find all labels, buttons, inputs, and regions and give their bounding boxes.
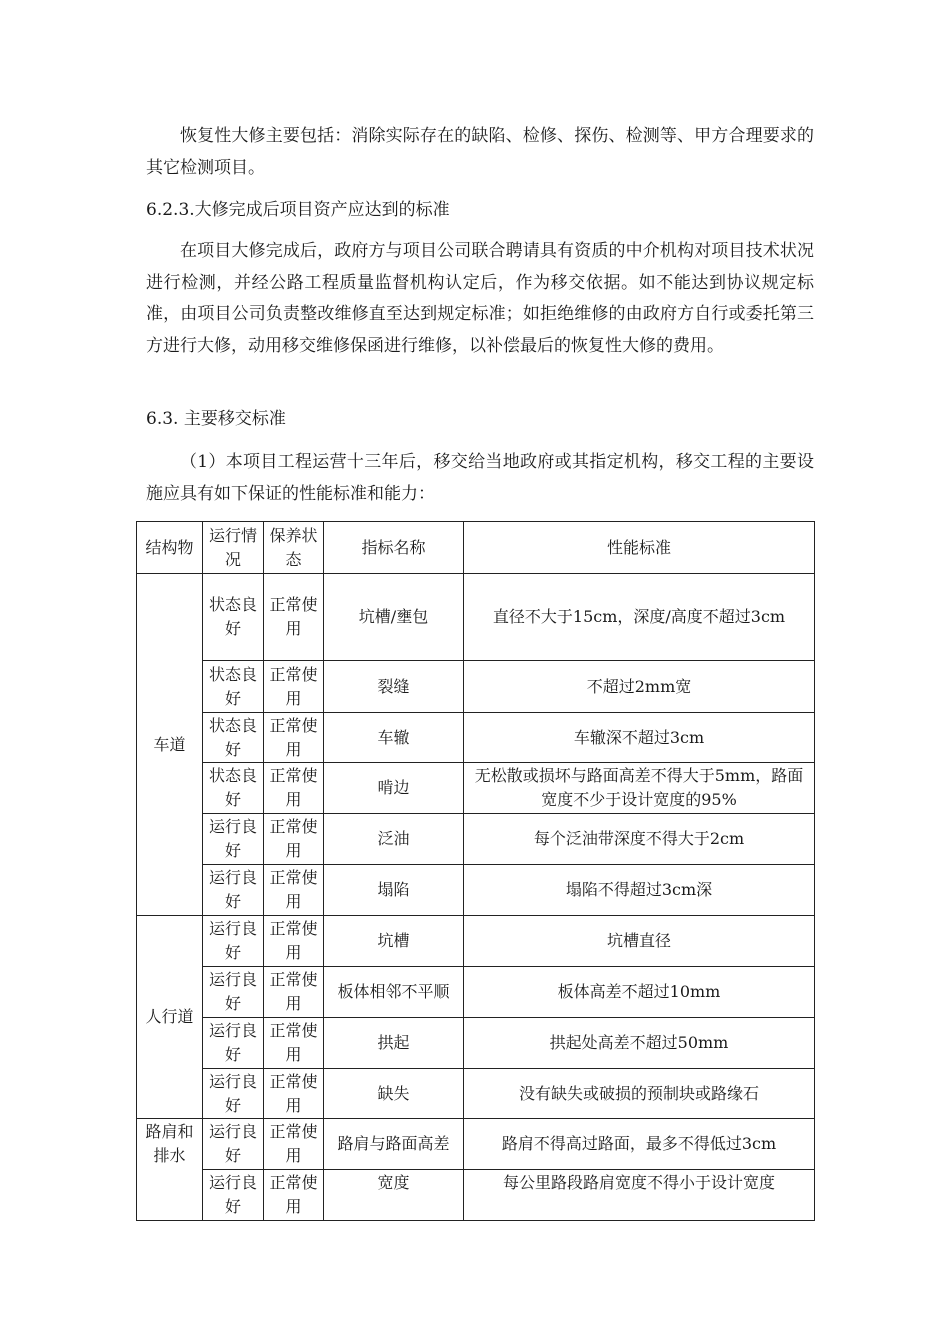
cell-maintenance: 正常使用 [264,1069,324,1119]
header-standard: 性能标准 [464,522,815,574]
group-lane: 车道 [137,574,203,916]
table-row [137,1018,815,1069]
table-row [137,1119,815,1170]
cell-standard: 不超过2mm宽 [464,661,815,713]
table-row [137,1069,815,1119]
cell-operation: 运行良好 [203,1018,264,1069]
table-row [137,661,815,713]
cell-operation: 状态良好 [203,713,264,763]
cell-maintenance: 正常使用 [264,967,324,1018]
cell-standard: 车辙深不超过3cm [464,713,815,763]
cell-standard: 无松散或损坏与路面高差不得大于5mm，路面宽度不少于设计宽度的95% [464,763,815,814]
table-row [137,916,815,967]
cell-maintenance: 正常使用 [264,574,324,661]
table-row [137,763,815,814]
section-heading-6-2-3: 6.2.3.大修完成后项目资产应达到的标准 [146,200,450,220]
table-row [137,967,815,1018]
cell-operation: 状态良好 [203,661,264,713]
cell-indicator: 啃边 [324,763,464,814]
group-shoulder-drainage: 路肩和排水 [137,1119,203,1221]
cell-indicator: 泛油 [324,814,464,865]
cell-maintenance: 正常使用 [264,865,324,916]
cell-maintenance: 正常使用 [264,661,324,713]
header-structure: 结构物 [137,522,203,574]
paragraph-acceptance: 在项目大修完成后，政府方与项目公司联合聘请具有资质的中介机构对项目技术状况进行检测，并经公路工程质量监督机构认定后，作为移交依据。如不能达到协议规定标准，由项目公司负责整改维修直至达到规定标准；如拒绝维修的由政府方自行或委托第三方进行大修，动用移交维修保函进行维修，以补偿最后的恢复性大修的费用。 [146,241,814,356]
cell-indicator: 塌陷 [324,865,464,916]
cell-indicator: 裂缝 [324,661,464,713]
cell-indicator: 坑槽 [324,916,464,967]
table-header-row [137,522,815,574]
cell-operation: 运行良好 [203,1170,264,1221]
cell-indicator: 车辙 [324,713,464,763]
cell-standard: 每公里路段路肩宽度不得小于设计宽度 [464,1170,815,1221]
header-operation: 运行情况 [203,522,264,574]
cell-maintenance: 正常使用 [264,713,324,763]
cell-standard: 直径不大于15cm，深度/高度不超过3cm [464,574,815,661]
cell-maintenance: 正常使用 [264,1018,324,1069]
table-row [137,1170,815,1221]
cell-operation: 状态良好 [203,763,264,814]
paragraph-repair-scope: 恢复性大修主要包括：消除实际存在的缺陷、检修、探伤、检测等、甲方合理要求的其它检测项目。 [146,126,814,178]
cell-maintenance: 正常使用 [264,763,324,814]
cell-maintenance: 正常使用 [264,916,324,967]
group-sidewalk: 人行道 [137,916,203,1119]
cell-indicator: 板体相邻不平顺 [324,967,464,1018]
cell-operation: 运行良好 [203,1119,264,1170]
cell-maintenance: 正常使用 [264,1119,324,1170]
cell-indicator: 坑槽/壅包 [324,574,464,661]
cell-maintenance: 正常使用 [264,1170,324,1221]
cell-standard: 板体高差不超过10mm [464,967,815,1018]
cell-standard: 塌陷不得超过3cm深 [464,865,815,916]
header-maintenance: 保养状态 [264,522,324,574]
cell-indicator: 路肩与路面高差 [324,1119,464,1170]
cell-indicator: 宽度 [324,1170,464,1221]
standards-table [136,521,815,1221]
cell-indicator: 缺失 [324,1069,464,1119]
table-row [137,713,815,763]
cell-standard: 路肩不得高过路面，最多不得低过3cm [464,1119,815,1170]
cell-operation: 运行良好 [203,916,264,967]
cell-maintenance: 正常使用 [264,814,324,865]
section-heading-6-3: 6.3. 主要移交标准 [146,409,286,429]
cell-operation: 运行良好 [203,967,264,1018]
cell-standard: 拱起处高差不超过50mm [464,1018,815,1069]
paragraph-handover: （1）本项目工程运营十三年后，移交给当地政府或其指定机构，移交工程的主要设施应具有如下保证的性能标准和能力： [146,452,814,504]
cell-standard: 没有缺失或破损的预制块或路缘石 [464,1069,815,1119]
cell-standard: 坑槽直径 [464,916,815,967]
cell-standard: 每个泛油带深度不得大于2cm [464,814,815,865]
cell-operation: 运行良好 [203,865,264,916]
table-row [137,574,815,661]
cell-operation: 状态良好 [203,574,264,661]
cell-indicator: 拱起 [324,1018,464,1069]
table-row [137,865,815,916]
cell-operation: 运行良好 [203,1069,264,1119]
cell-operation: 运行良好 [203,814,264,865]
table-row [137,814,815,865]
header-indicator: 指标名称 [324,522,464,574]
